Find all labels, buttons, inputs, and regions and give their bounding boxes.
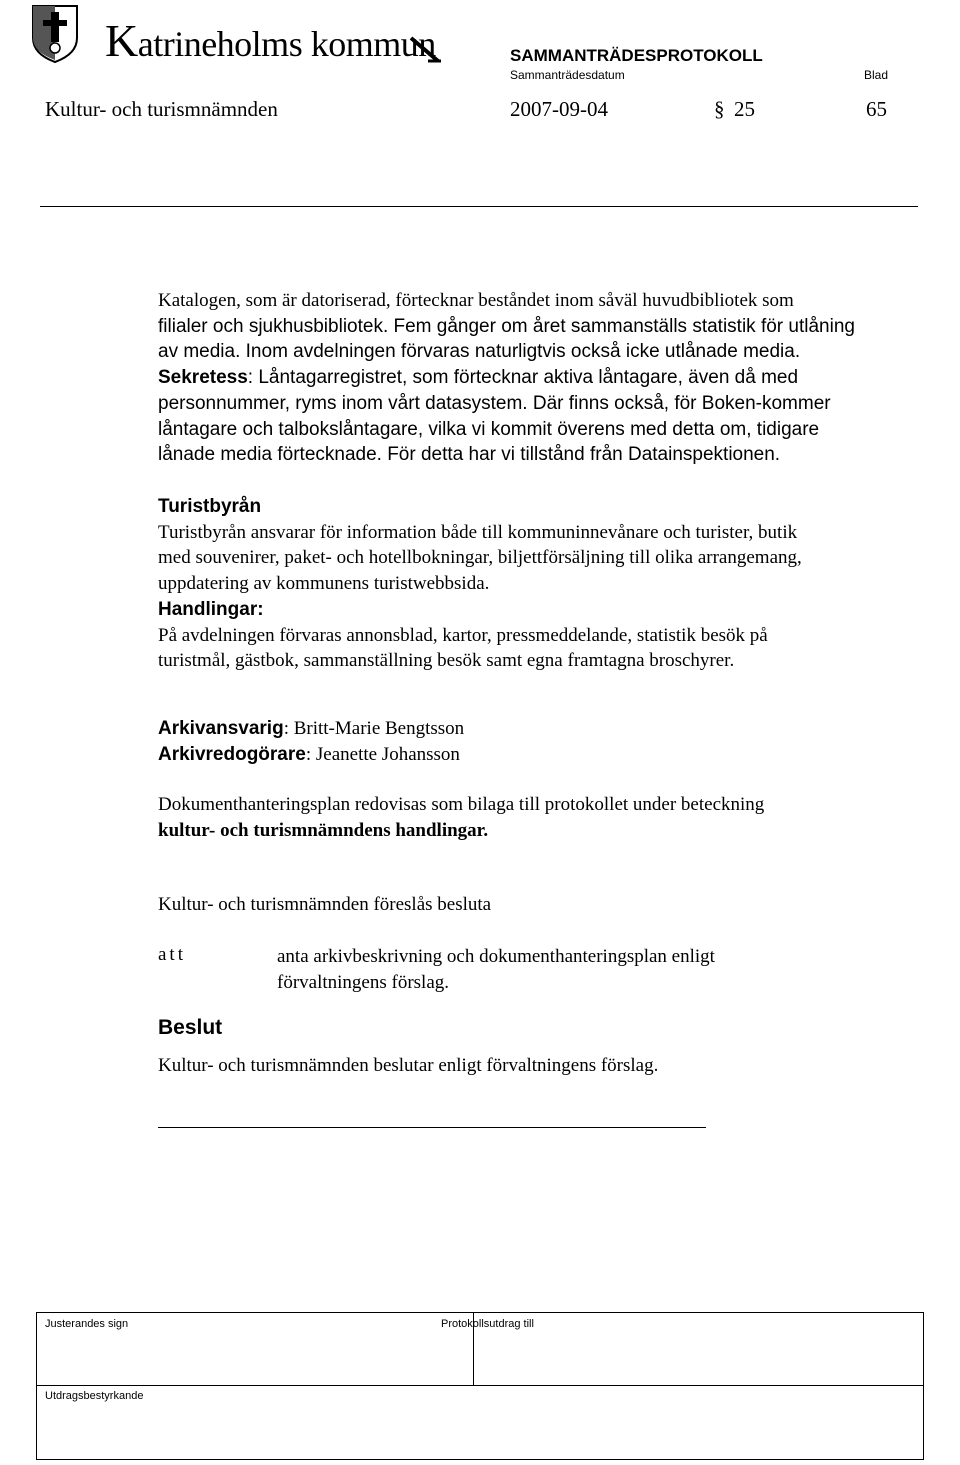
archive-reporter-label: Arkivredogörare <box>158 743 306 765</box>
text-line: På avdelningen förvaras annonsblad, kartor, pressmeddelande, statistik besök på <box>158 624 768 646</box>
text-line: anta arkivbeskrivning och dokumenthanteringsplan enligt <box>277 946 715 967</box>
text-line: personnummer, ryms inom vårt datasystem. Där finns också, för Boken-kommer <box>158 392 831 414</box>
plan-designation: kultur- och turismnämndens handlingar. <box>158 819 489 841</box>
text-line: Dokumenthanteringsplan redovisas som bilaga till protokollet under beteckning <box>158 794 765 815</box>
secrecy-line <box>158 365 918 391</box>
text-line: med souvenirer, paket- och hotellbokningar, biljettförsäljning till olika arrangemang, <box>158 547 802 569</box>
proposal-intro: Kultur- och turismnämnden föreslås besluta <box>158 894 492 915</box>
decision-heading: Beslut <box>158 1016 223 1039</box>
header-divider <box>40 206 918 207</box>
municipality-name <box>105 14 436 67</box>
text-line: filialer och sjukhusbibliotek. Fem gånger om året sammanställs statistik för utlåning <box>158 315 855 337</box>
document-plan-section <box>158 792 918 843</box>
footer-divider-horizontal <box>37 1385 923 1386</box>
library-catalog-section <box>158 288 918 468</box>
decision-rule <box>158 1127 706 1128</box>
archive-responsibles <box>158 716 918 767</box>
meeting-date: 2007-09-04 <box>510 97 608 121</box>
extract-certifier-label: Utdragsbestyrkande <box>45 1390 144 1402</box>
committee-name: Kultur- och turismnämnden <box>45 97 278 121</box>
extract-to-label: Protokollsutdrag till <box>441 1318 534 1330</box>
text-line: uppdatering av kommunens turistwebbsida. <box>158 573 490 595</box>
archive-reporter-line <box>158 742 918 768</box>
text-line: Turistbyrån ansvarar för information både till kommuninnevånare och turister, butik <box>158 521 798 543</box>
municipal-crest-icon <box>30 2 80 64</box>
text-line: lånade media förtecknade. För detta har vi tillstånd från Datainspektionen. <box>158 444 781 466</box>
archive-responsible-name: : Britt-Marie Bengtsson <box>283 718 465 739</box>
text-line: förvaltningens förslag. <box>277 971 450 993</box>
att-text <box>277 944 877 995</box>
text-line: turistmål, gästbok, sammanställning besök samt egna framtagna broschyrer. <box>158 650 735 672</box>
paragraph-sign: § <box>714 97 725 121</box>
text-line: av media. Inom avdelningen förvaras naturligtvis också icke utlånade media. <box>158 341 801 363</box>
protocol-title: SAMMANTRÄDESPROTOKOLL <box>510 46 763 65</box>
page-label: Blad <box>864 68 889 82</box>
paragraph-number: 25 <box>734 97 755 121</box>
text-line: låntagare och talbokslåntagare, vilka vi kommit överens med detta om, tidigare <box>158 418 820 440</box>
archive-responsible-line <box>158 716 918 742</box>
adjusters-sign-label: Justerandes sign <box>45 1318 129 1330</box>
secrecy-text: : Låntagarregistret, som förtecknar aktiva låntagare, även då med <box>247 367 799 389</box>
municipality-name-rest: atrineholms kommun <box>137 24 436 64</box>
logo-slash-icon <box>408 34 442 64</box>
tourist-office-section <box>158 494 918 674</box>
meeting-date-label: Sammanträdesdatum <box>510 68 625 82</box>
signature-footer <box>36 1312 924 1460</box>
text-line: Katalogen, som är datoriserad, förtecknar beståndet inom såväl huvudbibliotek som <box>158 290 794 311</box>
tourist-office-heading: Turistbyrån <box>158 496 262 517</box>
municipality-initial: K <box>105 15 138 66</box>
secrecy-label: Sekretess <box>158 367 248 389</box>
att-label: att <box>158 944 186 965</box>
archive-reporter-name: : Jeanette Johansson <box>305 743 460 765</box>
decision-text: Kultur- och turismnämnden beslutar enligt förvaltningens förslag. <box>158 1055 659 1076</box>
documents-heading: Handlingar: <box>158 598 264 620</box>
page-number: 65 <box>866 97 887 121</box>
archive-responsible-label: Arkivansvarig <box>158 718 284 739</box>
